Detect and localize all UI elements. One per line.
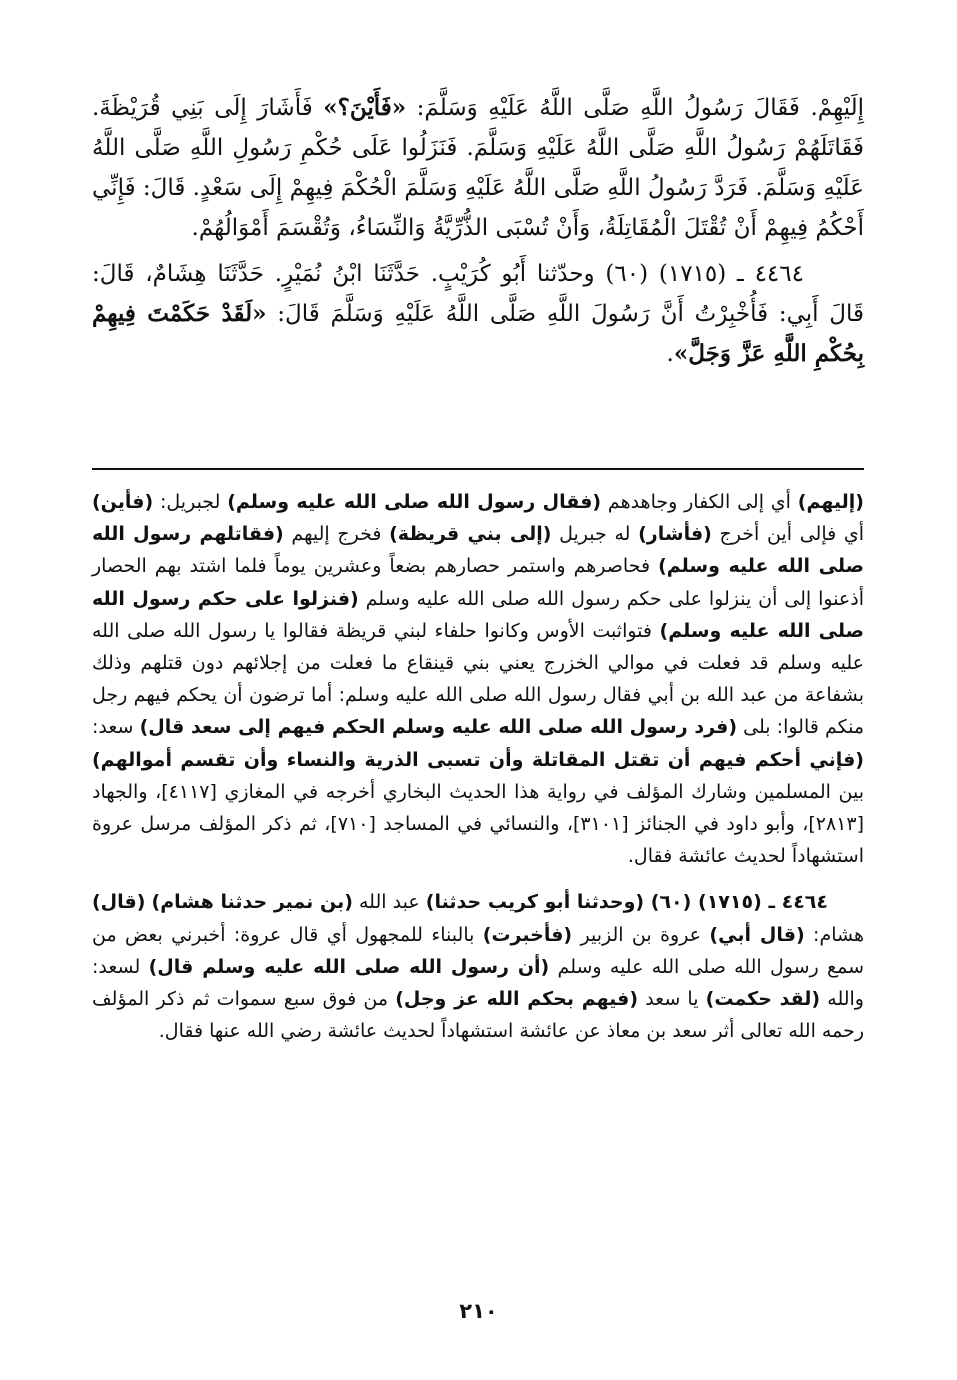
bold-run: (فنزلوا على حكم رسول الله صلى الله عليه وسلم) bbox=[92, 587, 864, 642]
hadith-paragraph-4464 bbox=[92, 254, 864, 374]
bold-run: (فأشار) bbox=[638, 523, 712, 546]
hadith-paragraph-continuation bbox=[92, 88, 864, 248]
bold-run: (إليهم) bbox=[797, 491, 864, 513]
bold-run: (فأين) bbox=[92, 491, 154, 513]
text-run: أي إلى الكفار وجاهدهم bbox=[601, 491, 798, 513]
text-run: لجبريل: bbox=[153, 491, 228, 513]
bold-run: (قال أبي) bbox=[709, 923, 805, 946]
text-run: له جبريل bbox=[551, 523, 639, 546]
text-run: فخرج إليهم bbox=[283, 523, 390, 546]
text-run: لسعد: والله bbox=[92, 955, 864, 1011]
text-run: من فوق سبع سموات ثم ذكر المؤلف رحمه الله تعالى أثر سعد بن معاذ عن عائشة استشهاداً لحديث عائشة رضي الله عنها فقال. bbox=[92, 988, 864, 1043]
text-run: عبد الله bbox=[352, 891, 426, 914]
text-run: فَأَشَارَ إِلَى بَنِي قُرَيْظَةَ. فَقَاتَلَهُمْ رَسُولُ اللَّهِ صَلَّى اللَّهُ عَلَيْهِ وَسَلَّمَ. فَنَزَلُوا عَلَى حُكْمِ رَسُولِ اللَّهِ صَلَّى اللَّهُ عَلَيْهِ وَسَلَّمَ. فَرَدَّ رَسُولُ اللَّهِ صَلَّى اللَّهُ عَلَيْهِ وَسَلَّمَ الْحُكْمَ فِيهِمْ إِلَى سَعْدٍ. قَالَ: فَإِنِّي أَحْكُمُ فِيهِمْ أَنْ تُقْتَلَ الْمُقَاتِلَةُ، وَأَنْ تُسْبَى الذُّرِّيَّةُ وَالنِّسَاءُ، وَتُقْسَمَ أَمْوَالُهُمْ. bbox=[92, 95, 864, 241]
bold-run: (إلى بني قريظة) bbox=[389, 523, 552, 546]
bold-run: ٤٤٦٤ ـ (١٧١٥) (٦٠) (وحدثنا أبو كريب حدثنا) bbox=[425, 891, 828, 914]
text-run: أي فإلى أين أخرج bbox=[711, 523, 865, 546]
bold-run: «لَقَدْ حَكَمْتَ فِيهِمْ بِحُكْمِ اللَّهِ عَزَّ وَجَلَّ» bbox=[92, 300, 864, 367]
text-run: . bbox=[666, 341, 674, 367]
text-run: إِلَيْهِمْ. فَقَالَ رَسُولُ اللَّهِ صَلَّى اللَّهُ عَلَيْهِ وَسَلَّمَ: bbox=[406, 95, 865, 121]
bold-run: (فقاتلهم رسول الله صلى الله عليه وسلم) bbox=[92, 523, 864, 578]
bold-run: (لقد حكمت) bbox=[705, 988, 821, 1011]
text-run: بالبناء للمجهول أي قال عروة: أخبرني بعض من سمع رسول الله صلى الله عليه وسلم bbox=[92, 923, 865, 978]
bold-run: (أن رسول الله صلى الله عليه وسلم قال) bbox=[148, 955, 550, 978]
bold-run: (قال) bbox=[92, 891, 146, 914]
hadith-text-block bbox=[92, 88, 864, 374]
bold-run: (بن نمير حدثنا هشام) bbox=[151, 891, 353, 914]
page-number: ٢١٠ bbox=[459, 1299, 498, 1323]
separator-rule bbox=[92, 468, 864, 470]
text-run: سعد: bbox=[92, 716, 140, 739]
text-run: هشام: bbox=[804, 923, 864, 946]
commentary-paragraph-2 bbox=[92, 886, 864, 1047]
text-run: فتواثبت الأوس وكانوا حلفاء لبني قريظة فقالوا يا رسول الله صلى الله عليه وسلم قد فعلت في موالي الخزرج يعني بني قينقاع ما فعلت من إجلائهم دون قتلهم وذلك بشفاعة من عبد الله بن أبي فقال رسول الله صلى الله عليه وسلم: أما ترضون أن يحكم فيهم رجل منكم قالوا: بلى bbox=[92, 619, 864, 739]
text-run: ٤٤٦٤ ـ (١٧١٥) (٦٠) وحدّثنا أَبُو كُرَيْبٍ. حَدَّثَنَا ابْنُ نُمَيْرٍ. حَدَّثَنَا هِشَامٌ، قَالَ: قَالَ أَبِي: فَأُخْبِرْتُ أَنَّ رَسُولَ اللَّهِ صَلَّى اللَّهُ عَلَيْهِ وَسَلَّمَ قَالَ: bbox=[92, 261, 864, 327]
bold-run: (فقال رسول الله صلى الله عليه وسلم) bbox=[227, 491, 602, 513]
bold-run: (فأخبرت) bbox=[482, 923, 573, 946]
bold-run: «فَأَيْنَ؟» bbox=[323, 94, 407, 121]
text-run: يا سعد bbox=[638, 988, 706, 1011]
commentary-block bbox=[92, 486, 864, 1047]
text-run: بين المسلمين وشارك المؤلف في رواية هذا الحديث البخاري أخرجه في المغازي [٤١١٧]، والجهاد [٢٨١٣]، وأبو داود في الجنائز [٣١٠١]، والنسائي في المساجد [٧١٠]، ثم ذكر المؤلف مرسل عروة استشهاداً لحديث عائشة فقال. bbox=[92, 780, 864, 868]
text-run: عروة بن الزبير bbox=[572, 923, 710, 946]
text-run: فحاصرهم واستمر حصارهم بضعاً وعشرين يوماً فلما اشتد بهم الحصار أذعنوا إلى أن ينزلوا على حكم رسول الله صلى الله عليه وسلم bbox=[92, 555, 865, 610]
commentary-paragraph-1 bbox=[92, 486, 864, 872]
bold-run: (فيهم بحكم الله عز وجل) bbox=[395, 988, 639, 1011]
bold-run: (فإني أحكم فيهم أن تقتل المقاتلة وأن تسبى الذرية والنساء وأن تقسم أموالهم) bbox=[92, 748, 864, 771]
bold-run: (فرد رسول الله صلى الله عليه وسلم الحكم فيهم إلى سعد قال) bbox=[139, 716, 738, 739]
